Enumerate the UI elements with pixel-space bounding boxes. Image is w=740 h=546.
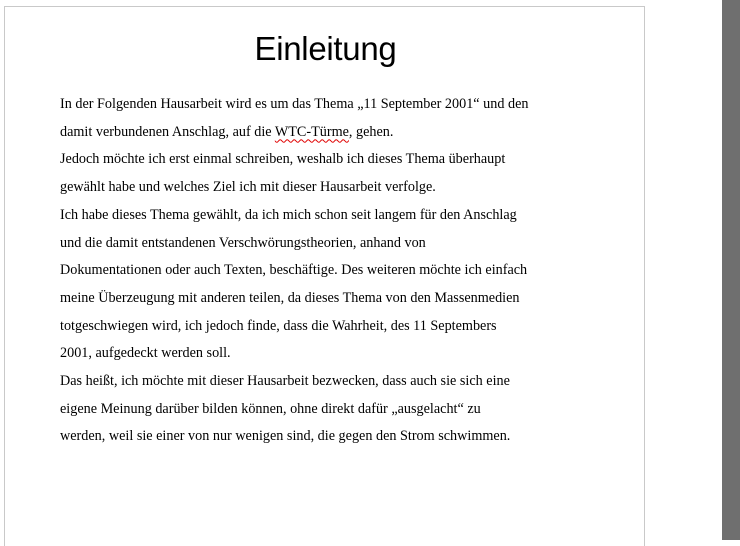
- document-page[interactable]: [4, 6, 645, 546]
- text-line-10: 2001, aufgedeckt werden soll.: [60, 345, 231, 362]
- text-line-4: gewählt habe und welches Ziel ich mit dieser Hausarbeit verfolge.: [60, 179, 436, 196]
- text-line-1: In der Folgenden Hausarbeit wird es um das Thema „11 September 2001“ und den: [60, 96, 529, 112]
- text-line-2-start: damit verbundenen Anschlag, auf die: [60, 123, 275, 140]
- text-line-13: werden, weil sie einer von nur wenigen sind, die gegen den Strom schwimmen.: [60, 428, 511, 445]
- text-line-9: totgeschwiegen wird, ich jedoch finde, dass die Wahrheit, des 11 Septembers: [60, 317, 497, 334]
- spellcheck-flagged-word[interactable]: WTC-Türme: [274, 123, 349, 140]
- text-line-8: meine Überzeugung mit anderen teilen, da dieses Thema von den Massenmedien: [60, 289, 520, 306]
- text-line-3: Jedoch möchte ich erst einmal schreiben, weshalb ich dieses Thema überhaupt: [60, 151, 506, 168]
- text-line-6: und die damit entstandenen Verschwörungstheorien, anhand von: [60, 234, 426, 251]
- text-line-7: Dokumentationen oder auch Texten, beschäftige. Des weiteren möchte ich einfach: [60, 262, 528, 279]
- window-edge: [722, 0, 740, 540]
- text-line-11: Das heißt, ich möchte mit dieser Hausarbeit bezwecken, dass auch sie sich eine: [60, 373, 510, 390]
- text-line-2-end: , gehen.: [348, 123, 394, 140]
- body-text[interactable]: [60, 91, 620, 451]
- text-line-5: Ich habe dieses Thema gewählt, da ich mich schon seit langem für den Anschlag: [60, 206, 517, 223]
- text-line-2: [60, 119, 620, 147]
- text-line-12: eigene Meinung darüber bilden können, ohne direkt dafür „ausgelacht“ zu: [60, 400, 481, 417]
- page-title: Einleitung: [254, 30, 397, 67]
